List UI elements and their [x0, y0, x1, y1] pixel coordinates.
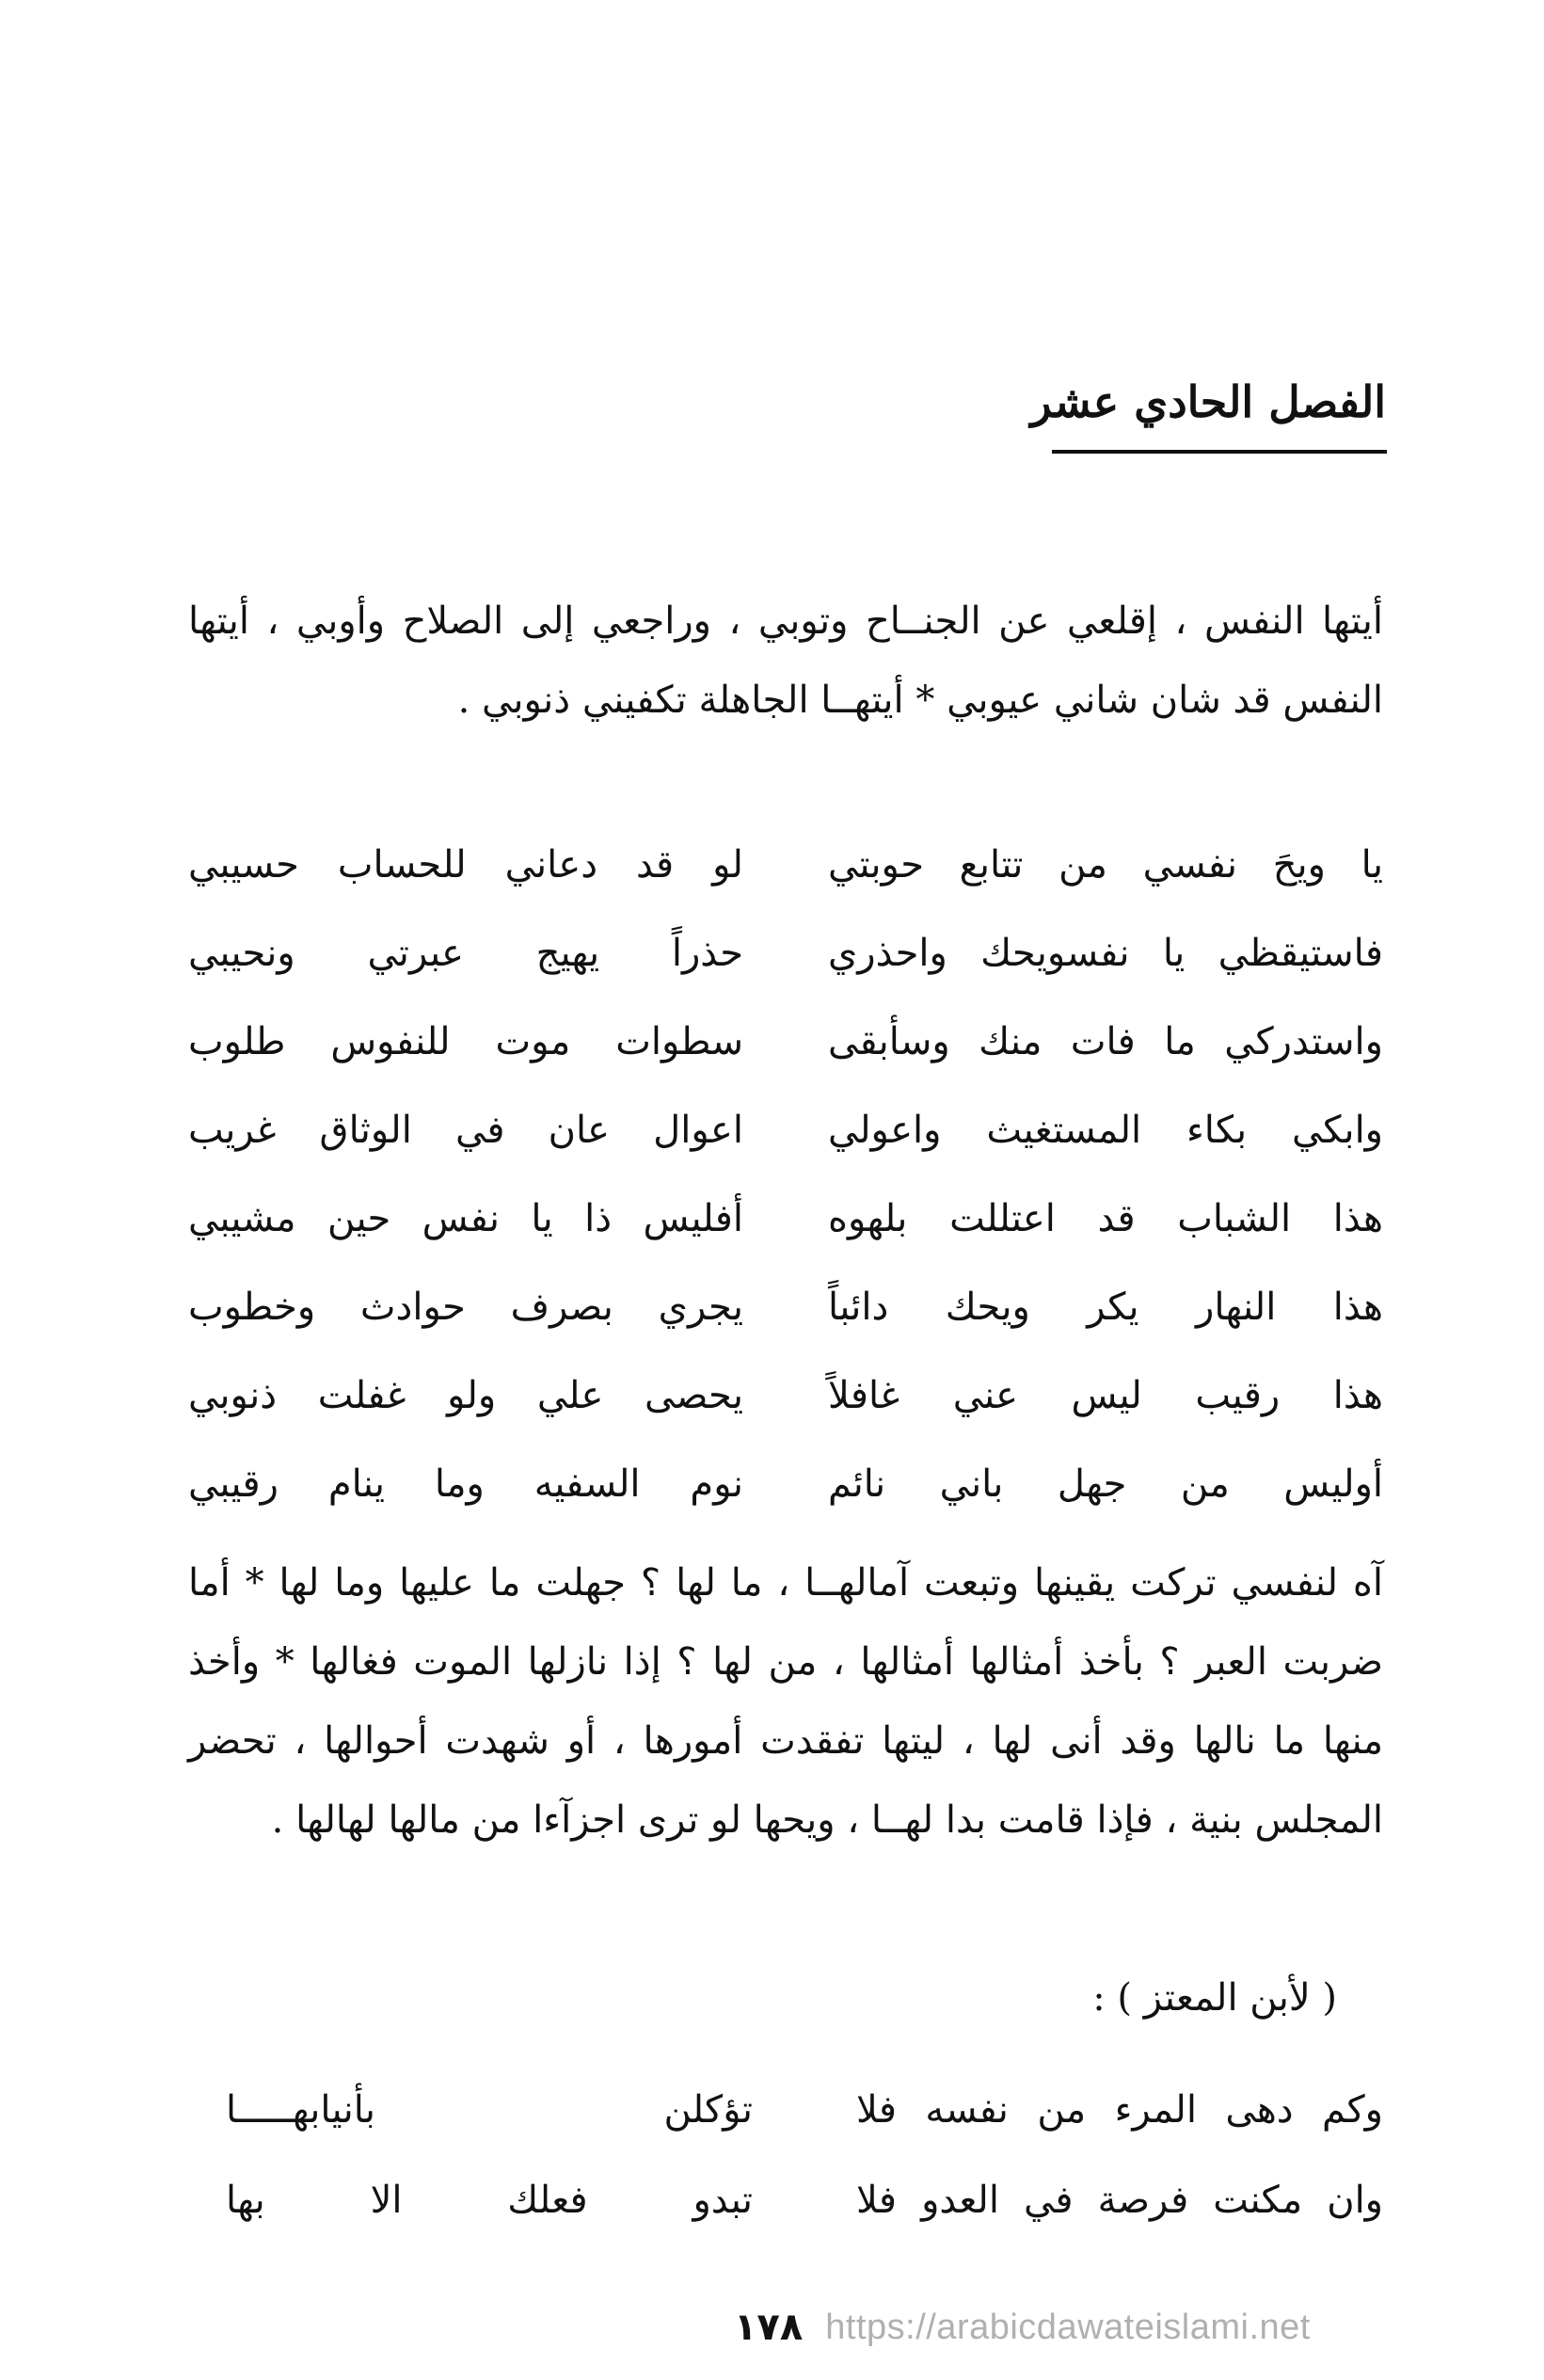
hemistich-first: وان مكنت فرصة في العدو فلا — [856, 2179, 1383, 2222]
page-footer — [734, 2304, 1311, 2351]
watermark-url: https://arabicdawateislami.net — [825, 2307, 1311, 2347]
hemistich-first: هذا الشباب قد اعتللت بلهوه — [828, 1197, 1383, 1240]
intro-paragraph — [188, 582, 1383, 740]
hemistich-second: يجري بصرف حوادث وخطوب — [188, 1286, 743, 1329]
hemistich-second: يحصى علي ولو غفلت ذنوبي — [188, 1374, 743, 1417]
hemistich-first: أوليس من جهل باني نائم — [828, 1462, 1383, 1506]
chapter-title: الفصل الحادي عشر — [1030, 376, 1386, 427]
hemistich-second: تبدو فعلك الا بها — [226, 2179, 753, 2222]
hemistich-first: فاستيقظي يا نفسويحك واحذري — [828, 932, 1383, 975]
page-number: ١٧٨ — [734, 2306, 804, 2349]
second-paragraph — [188, 1543, 1383, 1860]
hemistich-first: وابكي بكاء المستغيث واعولي — [828, 1109, 1383, 1152]
poem-1-verse — [188, 1351, 1383, 1440]
second-paragraph-text: آه لنفسي تركت يقينها وتبعت آمالهــا ، ما لها ؟ جهلت ما عليها وما لها * أما ضربت العبر ؟ بأخذ أمثالها أمثالها ، من لها ؟ إذا نازلها الموت فغالها * وأخذ منها ما نالها وقد أنى لها ، ليتها تفقدت أمورها ، أو شهدت أحوالها ، تحضر المجلس بنية ، فإذا قامت بدا لهــا ، ويحها لو ترى اجزآءا من مالها لهالها . — [188, 1561, 1383, 1842]
hemistich-first: هذا النهار يكر ويحك دائباً — [828, 1286, 1383, 1329]
hemistich-first: وكم دهى المرء من نفسه فلا — [856, 2088, 1383, 2132]
intro-paragraph-text: أيتها النفس ، إقلعي عن الجنــاح وتوبي ، وراجعي إلى الصلاح وأوبي ، أيتها النفس قد شان شاني عيوبي * أيتهــا الجاهلة تكفيني ذنوبي . — [188, 599, 1383, 722]
hemistich-second: سطوات موت للنفوس طلوب — [188, 1020, 743, 1063]
poem-2-verse — [226, 2155, 1383, 2245]
poet-attribution: ( لأبن المعتز ) : — [1092, 1976, 1337, 2020]
poem-2 — [226, 2065, 1383, 2245]
hemistich-second: أفليس ذا يا نفس حين مشيبي — [188, 1197, 743, 1240]
poem-1-verse — [188, 1086, 1383, 1174]
hemistich-second: لو قد دعاني للحساب حسيبي — [188, 843, 743, 887]
poem-1-verse — [188, 1440, 1383, 1528]
poem-1-verse — [188, 998, 1383, 1086]
poem-1-verse — [188, 821, 1383, 909]
hemistich-first: يا ويحَ نفسي من تتابع حوبتي — [828, 843, 1383, 887]
chapter-title-underline — [1052, 450, 1387, 454]
hemistich-second: تؤكلن بأنيابهـــــا — [226, 2088, 753, 2132]
hemistich-second: نوم السفيه وما ينام رقيبي — [188, 1462, 743, 1506]
poem-1-verse — [188, 1174, 1383, 1263]
hemistich-first: واستدركي ما فات منك وسأبقى — [828, 1020, 1383, 1063]
hemistich-first: هذا رقيب ليس عني غافلاً — [828, 1374, 1383, 1417]
poem-1 — [188, 821, 1383, 1528]
hemistich-second: اعوال عان في الوثاق غريب — [188, 1109, 743, 1152]
hemistich-second: حذراً يهيج عبرتي ونحيبي — [188, 932, 743, 975]
poem-1-verse — [188, 909, 1383, 998]
poem-1-verse — [188, 1263, 1383, 1351]
poem-2-verse — [226, 2065, 1383, 2155]
